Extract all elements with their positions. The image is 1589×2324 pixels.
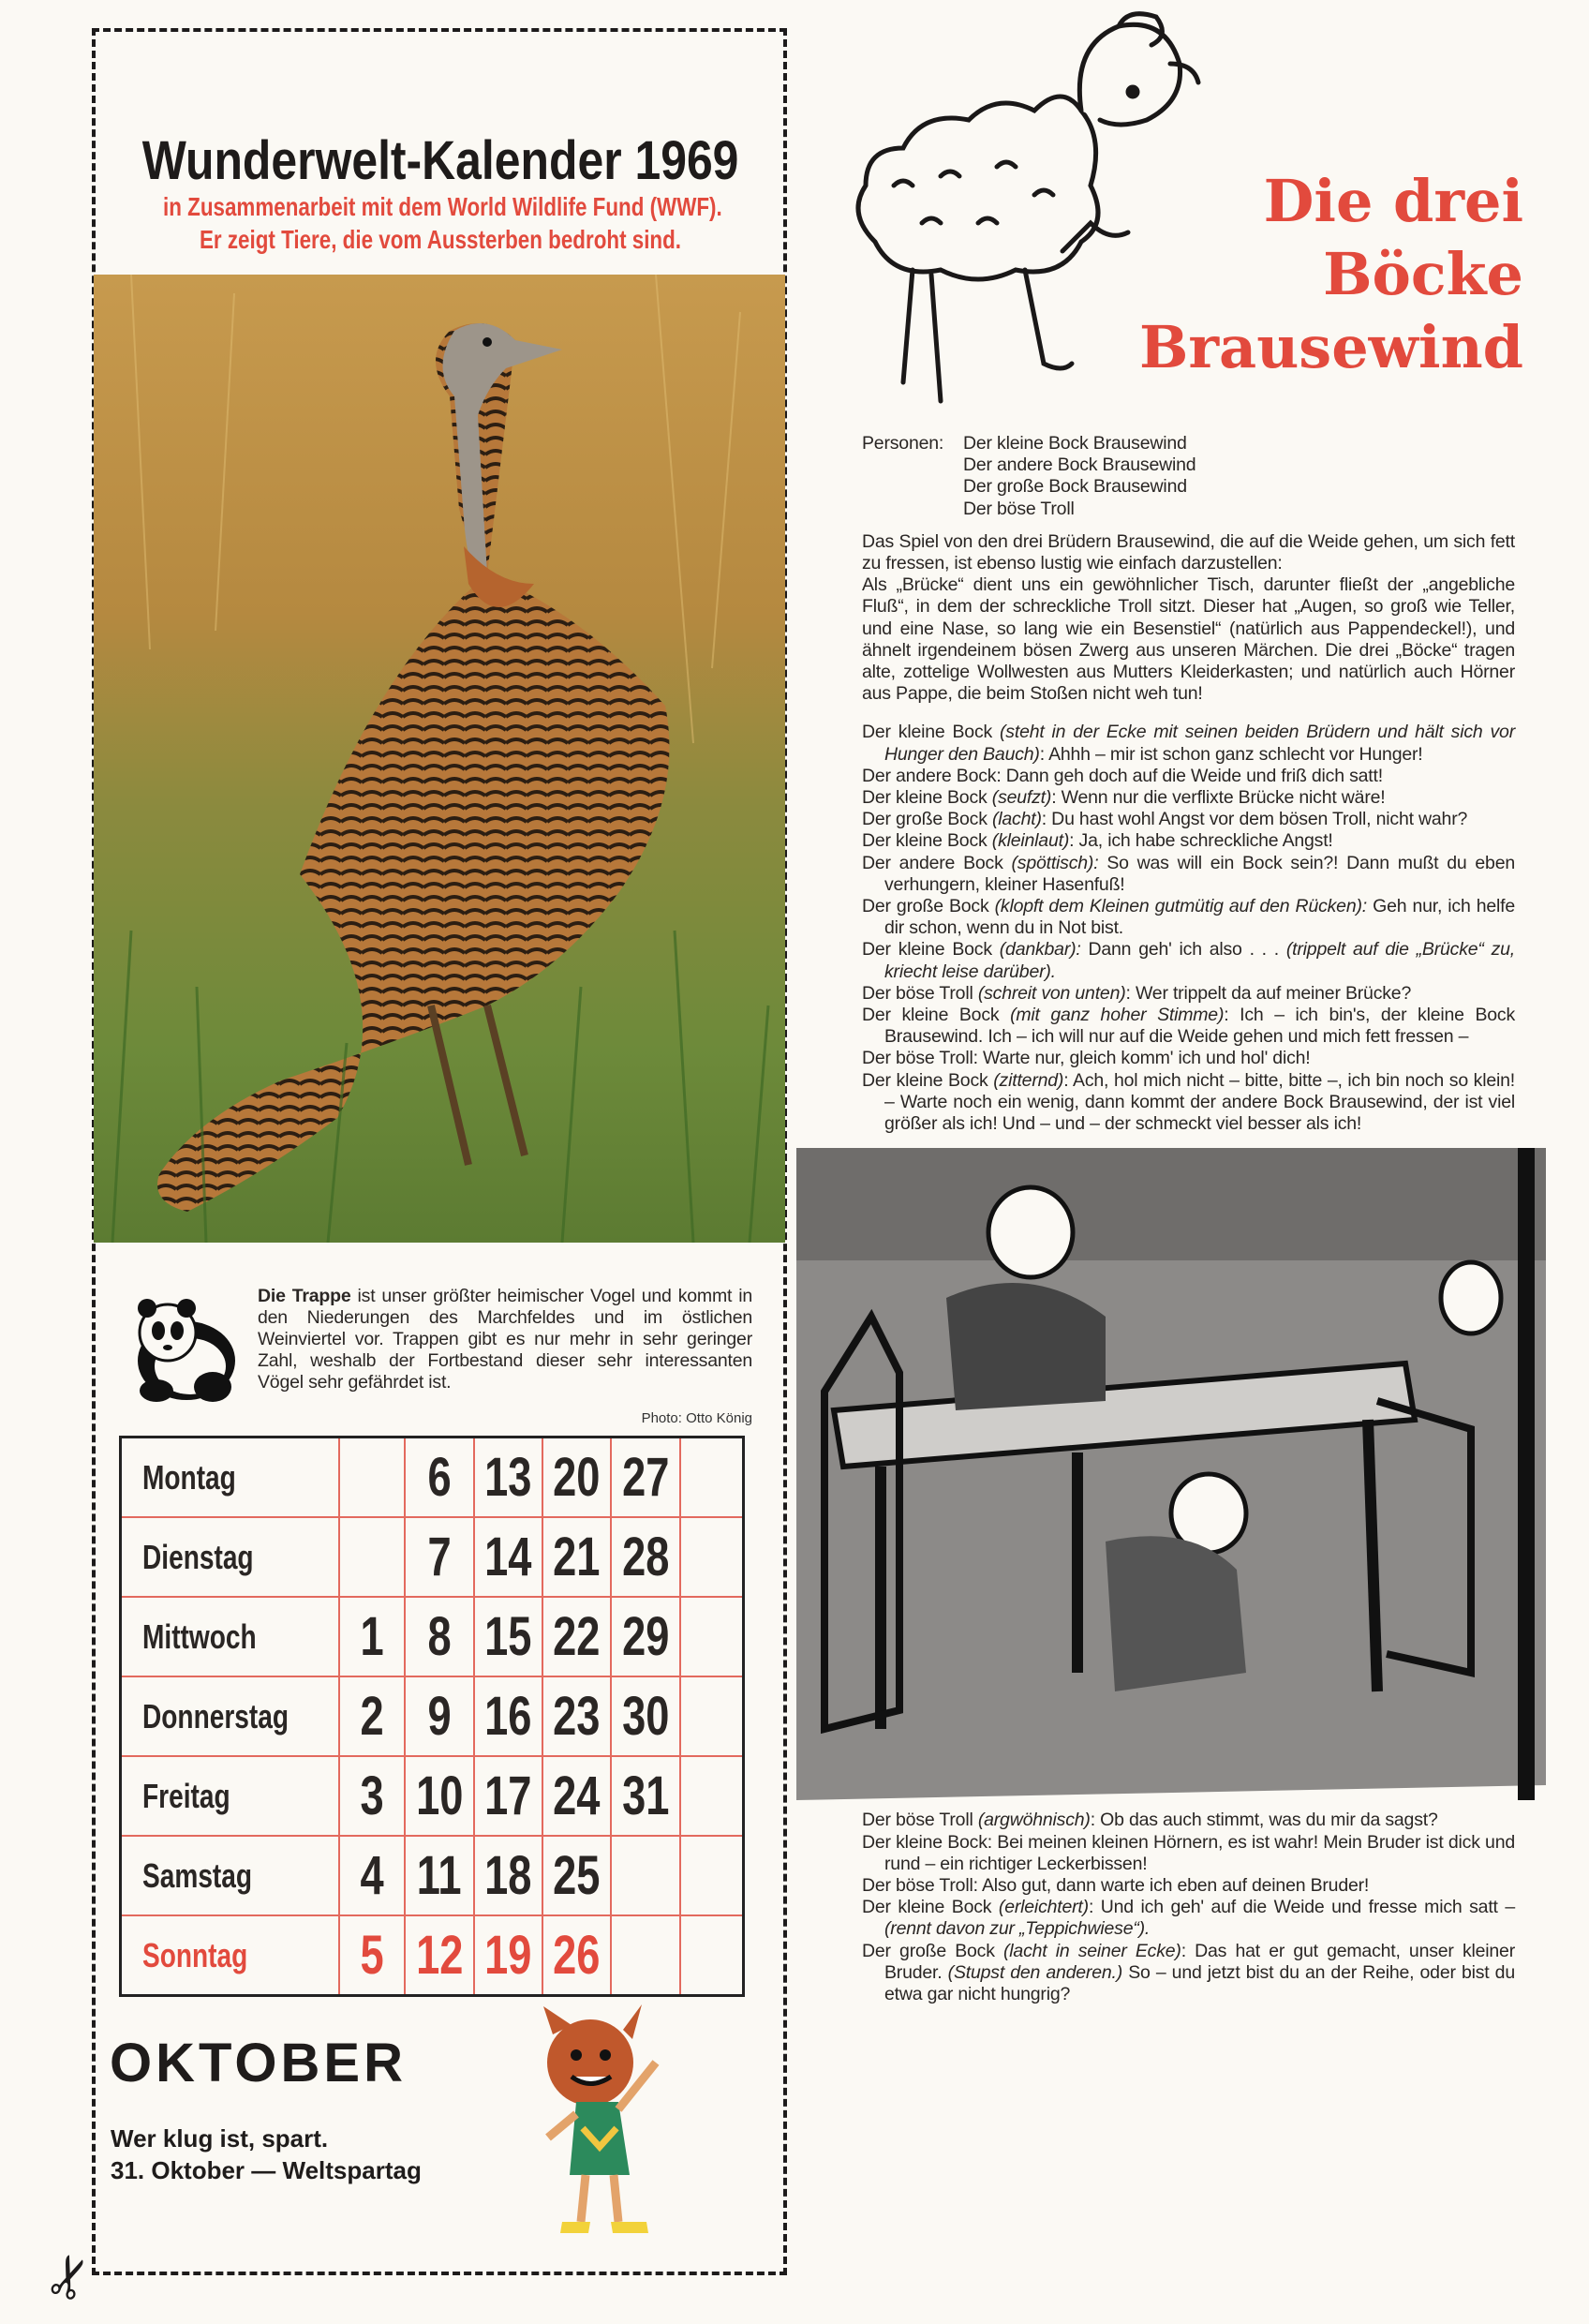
date-cell xyxy=(680,1676,744,1756)
stage-direction: (lacht in seiner Ecke) xyxy=(1003,1940,1181,1961)
stage-direction: (klopft dem Kleinen gutmütig auf den Rücken): xyxy=(994,896,1367,917)
dialogue-line xyxy=(862,1048,1515,1069)
calendar-row xyxy=(121,1836,744,1915)
weekday-label xyxy=(121,1438,340,1518)
species-description xyxy=(258,1286,752,1393)
date-cell xyxy=(474,1915,542,1996)
date-cell xyxy=(339,1915,405,1996)
cast-member: Der kleine Bock Brausewind xyxy=(963,433,1187,454)
dialogue-line xyxy=(862,939,1515,982)
date-number: 7 xyxy=(427,1527,452,1587)
date-number: 19 xyxy=(484,1925,532,1986)
dialogue-text: Der böse Troll xyxy=(862,982,978,1004)
date-number: 31 xyxy=(621,1765,670,1826)
date-number: 3 xyxy=(360,1765,384,1826)
date-cell xyxy=(611,1676,679,1756)
date-cell xyxy=(339,1438,405,1518)
dialogue-text: : Ob das auch stimmt, was du mir da sagst? xyxy=(1090,1810,1438,1831)
date-cell xyxy=(339,1676,405,1756)
stage-direction: (seufzt) xyxy=(991,787,1052,809)
calendar-lower-section xyxy=(110,1286,752,2269)
dialogue-text: : Das hat er gut gemacht, unser kleiner Bruder. xyxy=(884,1940,1515,1983)
date-number: 4 xyxy=(360,1845,384,1906)
photo-credit: Photo: Otto König xyxy=(641,1410,752,1426)
date-number: 21 xyxy=(553,1527,601,1587)
date-cell xyxy=(611,1597,679,1676)
dialogue-line xyxy=(862,787,1515,809)
dialogue-text: : Wer trippelt da auf meiner Brücke? xyxy=(1125,982,1412,1004)
weekday-text: Samstag xyxy=(142,1855,253,1895)
dialogue-line xyxy=(862,722,1515,765)
weekday-text: Freitag xyxy=(142,1776,230,1815)
dialogue-text: : Ach, hol mich nicht – bitte, bitte –, ich bin noch so klein! – Warte noch ein wenig, dann kommt der andere Bock Brausewind, der ist viel größer als ich! Und – und – der schmeckt viel besser als ich! xyxy=(884,1069,1515,1135)
month-name: OKTOBER xyxy=(110,2033,407,2093)
date-number: 9 xyxy=(427,1686,452,1747)
date-cell xyxy=(542,1517,611,1597)
dialogue-text: Der kleine Bock xyxy=(862,722,1001,743)
footer-weltspartag: 31. Oktober — Weltspartag xyxy=(111,2156,422,2184)
date-cell xyxy=(405,1597,473,1676)
date-number: 13 xyxy=(484,1447,532,1508)
date-cell xyxy=(542,1597,611,1676)
date-number: 22 xyxy=(553,1606,601,1667)
story-title-line-2: Böcke xyxy=(1323,240,1523,308)
weekday-label xyxy=(121,1915,340,1996)
dialogue-text: Der große Bock xyxy=(862,1940,1003,1961)
dialogue-text: Der kleine Bock xyxy=(862,939,1000,961)
date-cell xyxy=(339,1756,405,1836)
dialogue-line xyxy=(862,830,1515,852)
great-bustard-photo xyxy=(94,275,785,1243)
dialogue-text: Der kleine Bock xyxy=(862,787,992,809)
weekday-label xyxy=(121,1836,340,1915)
date-number: 1 xyxy=(360,1606,384,1667)
date-number: 29 xyxy=(621,1606,670,1667)
stage-direction: (erleichtert) xyxy=(998,1897,1089,1918)
date-number: 26 xyxy=(553,1925,601,1986)
stage-direction: (lacht) xyxy=(991,809,1042,830)
calendar-row xyxy=(121,1756,744,1836)
date-number: 28 xyxy=(621,1527,670,1587)
calendar-row xyxy=(121,1597,744,1676)
date-number: 18 xyxy=(484,1845,532,1906)
dialogue-line xyxy=(862,766,1515,787)
date-cell xyxy=(680,1597,744,1676)
date-cell xyxy=(542,1676,611,1756)
dialogue-part-1 xyxy=(862,722,1515,1135)
dialogue-line xyxy=(862,1810,1515,1831)
date-number: 24 xyxy=(553,1765,601,1826)
month-footer xyxy=(110,1997,752,2269)
date-cell xyxy=(611,1756,679,1836)
date-cell xyxy=(405,1438,473,1518)
dialogue-text: Der große Bock xyxy=(862,809,992,830)
calendar-row xyxy=(121,1676,744,1756)
story-title-line-3: Brausewind xyxy=(1138,313,1523,381)
weekday-label xyxy=(121,1756,340,1836)
story-title-line-1: Die drei xyxy=(1263,167,1523,235)
dialogue-line xyxy=(862,809,1515,830)
dialogue-text: Der böse Troll: Also gut, dann warte ich eben auf deinen Bruder! xyxy=(862,1874,1370,1896)
play-scene-illustration xyxy=(796,1148,1546,1800)
dialogue-text: Der böse Troll xyxy=(862,1810,978,1831)
date-number: 27 xyxy=(621,1447,670,1508)
dialogue-text: So was will ein Bock sein?! Dann mußt du eben verhungern, kleiner Hasenfuß! xyxy=(884,852,1515,895)
date-number: 8 xyxy=(427,1606,452,1667)
stage-direction: (schreit von unten) xyxy=(977,982,1126,1004)
footer-slogan: Wer klug ist, spart. xyxy=(111,2124,329,2153)
dialogue-text: Der große Bock xyxy=(862,896,995,917)
date-cell xyxy=(474,1756,542,1836)
date-number: 23 xyxy=(553,1686,601,1747)
date-cell xyxy=(339,1597,405,1676)
date-cell xyxy=(680,1517,744,1597)
cast-member: Der andere Bock Brausewind xyxy=(963,454,1196,476)
date-cell xyxy=(405,1517,473,1597)
date-cell xyxy=(680,1438,744,1518)
species-name: Die Trappe xyxy=(258,1286,351,1306)
cast-member: Der böse Troll xyxy=(963,498,1075,519)
date-number: 17 xyxy=(484,1765,532,1826)
weekday-text: Montag xyxy=(142,1457,236,1497)
calendar-subtitle-2: Er zeigt Tiere, die vom Aussterben bedroht sind. xyxy=(199,225,682,254)
stage-direction: (argwöhnisch) xyxy=(977,1810,1091,1831)
calendar-row xyxy=(121,1915,744,1996)
date-cell xyxy=(611,1438,679,1518)
date-cell xyxy=(474,1836,542,1915)
dialogue-text: : Du hast wohl Angst vor dem bösen Troll, nicht wahr? xyxy=(1041,809,1468,830)
stage-direction: (Stupst den anderen.) xyxy=(947,1961,1123,1983)
october-calendar-grid xyxy=(119,1436,745,1997)
story-intro xyxy=(862,531,1515,706)
stage-direction: (steht in der Ecke mit seinen beiden Brüdern und hält sich vor Hunger den Bauch) xyxy=(884,722,1515,765)
wwf-panda-logo xyxy=(128,1293,241,1406)
date-number: 20 xyxy=(553,1447,601,1508)
dialogue-text: : Ich – ich bin's, der kleine Bock Brausewind. Ich – ich will nur auf die Weide gehen und mich fett fressen – xyxy=(884,1005,1516,1048)
date-number: 25 xyxy=(553,1845,601,1906)
dialogue-text: : Ja, ich habe schreckliche Angst! xyxy=(1069,830,1333,852)
date-cell xyxy=(405,1915,473,1996)
stage-direction: (dankbar): xyxy=(999,939,1081,961)
date-cell xyxy=(339,1836,405,1915)
date-number: 6 xyxy=(427,1447,452,1508)
dialogue-text: Geh nur, ich helfe dir schon, wenn du in Not bist. xyxy=(884,896,1516,939)
stage-direction: (spöttisch): xyxy=(1011,852,1099,873)
dialogue-line xyxy=(862,1070,1515,1136)
dialogue-line xyxy=(862,1832,1515,1875)
date-cell xyxy=(474,1517,542,1597)
weekday-text: Donnerstag xyxy=(142,1696,290,1736)
date-cell xyxy=(474,1597,542,1676)
stage-direction: (mit ganz hoher Stimme) xyxy=(1010,1005,1225,1026)
dialogue-line xyxy=(862,1875,1515,1897)
dialogue-text: Der andere Bock: Dann geh doch auf die Weide und friß dich satt! xyxy=(862,765,1383,786)
dialogue-line xyxy=(862,983,1515,1005)
cast-label: Personen: xyxy=(862,433,944,454)
dialogue-line xyxy=(862,853,1515,896)
date-cell xyxy=(680,1756,744,1836)
dialogue-text: Der kleine Bock xyxy=(862,1897,999,1918)
date-cell xyxy=(474,1438,542,1518)
cast-member: Der große Bock Brausewind xyxy=(963,476,1187,498)
date-cell xyxy=(542,1915,611,1996)
date-cell xyxy=(474,1676,542,1756)
dialogue-line xyxy=(862,1897,1515,1940)
weekday-text: Sonntag xyxy=(142,1935,248,1974)
date-cell xyxy=(611,1915,679,1996)
weekday-label xyxy=(121,1517,340,1597)
dialogue-text: : Und ich geh' auf die Weide und fresse mich satt – xyxy=(1088,1897,1516,1918)
dialogue-line xyxy=(862,1005,1515,1048)
calendar-title: Wunderwelt-Kalender 1969 xyxy=(141,130,739,191)
dialogue-text: Der kleine Bock xyxy=(862,1005,1011,1026)
calendar-row xyxy=(121,1438,744,1518)
stage-direction: (trippelt auf die „Brücke“ zu, kriecht leise darüber). xyxy=(884,939,1515,982)
species-info-row xyxy=(119,1286,752,1406)
dialogue-part-2 xyxy=(862,1810,1515,2005)
date-number: 14 xyxy=(484,1527,532,1587)
date-cell xyxy=(611,1517,679,1597)
stage-direction: (kleinlaut) xyxy=(991,830,1070,852)
species-text: ist unser größter heimischer Vogel und kommt in den Niederungen des Marchfeldes und im östlichen Weinviertel vor. Trappen gibt es nur mehr in sehr geringer Zahl, weshalb der Fortbestand dieser sehr interessanten Vögel sehr gefährdet ist. xyxy=(258,1286,752,1393)
date-number: 15 xyxy=(484,1606,532,1667)
date-cell xyxy=(680,1836,744,1915)
weekday-label xyxy=(121,1597,340,1676)
dialogue-text: : Wenn nur die verflixte Brücke nicht wäre! xyxy=(1051,787,1386,809)
date-number: 5 xyxy=(360,1925,384,1986)
date-cell xyxy=(680,1915,744,1996)
date-number: 30 xyxy=(621,1686,670,1747)
weekday-label xyxy=(121,1676,340,1756)
scissors-icon: ✂ xyxy=(32,2243,108,2310)
date-number: 11 xyxy=(417,1845,462,1906)
weekday-text: Mittwoch xyxy=(142,1616,257,1656)
calendar-row xyxy=(121,1517,744,1597)
calendar-subtitle-1: in Zusammenarbeit mit dem World Wildlife Fund (WWF). xyxy=(163,192,722,221)
dialogue-text: Der kleine Bock: Bei meinen kleinen Hörnern, es ist wahr! Mein Bruder ist dick und rund – ein richtiger Leckerbissen! xyxy=(862,1831,1515,1874)
date-cell xyxy=(542,1438,611,1518)
dialogue-text: Der andere Bock xyxy=(862,852,1012,873)
story-body xyxy=(862,433,1515,2005)
dialogue-text: Dann geh' ich also . . . xyxy=(1080,939,1286,961)
date-number: 16 xyxy=(484,1686,532,1747)
date-cell xyxy=(542,1836,611,1915)
cast-list xyxy=(862,433,1515,520)
intro-paragraph-2: Als „Brücke“ dient uns ein gewöhnlicher Tisch, darunter fließt der „angebliche Fluß“, in dem der schreckliche Troll sitzt. Dieser hat „Augen, so groß wie Teller, und eine Nase, so lang wie ein Besenstiel“ (natürlich aus Pappendeckel!), und ähnelt irgendeinem bösen Zwerg aus unseren Märchen. Die drei „Böcke“ tragen alte, zottelige Wollwesten aus Mutters Kleiderkasten; und natürlich auch Hörner aus Pappe, die beim Stoßen nicht weh tun! xyxy=(862,574,1515,705)
dialogue-text: Der kleine Bock xyxy=(862,1069,994,1091)
date-cell xyxy=(405,1756,473,1836)
dialogue-text: : Ahhh – mir ist schon ganz schlecht vor Hunger! xyxy=(1039,743,1423,765)
dialogue-text: Der böse Troll: Warte nur, gleich komm' ich und hol' dich! xyxy=(862,1048,1311,1069)
intro-paragraph-1: Das Spiel von den drei Brüdern Brausewind, die auf die Weide gehen, um sich fett zu fressen, ist ebenso lustig wie einfach darzustellen: xyxy=(862,530,1515,574)
date-number: 2 xyxy=(360,1686,384,1747)
weekday-text: Dienstag xyxy=(142,1537,254,1576)
date-cell xyxy=(405,1676,473,1756)
date-cell xyxy=(405,1836,473,1915)
dialogue-line xyxy=(862,1941,1515,2006)
date-cell xyxy=(542,1756,611,1836)
stage-direction: (zitternd) xyxy=(993,1069,1064,1091)
date-cell xyxy=(339,1517,405,1597)
date-cell xyxy=(611,1836,679,1915)
date-number: 10 xyxy=(415,1765,464,1826)
stage-direction: (rennt davon zur „Teppichwiese“). xyxy=(884,1918,1151,1940)
dialogue-text: Der kleine Bock xyxy=(862,830,992,852)
dialogue-line xyxy=(862,896,1515,939)
date-number: 12 xyxy=(415,1925,464,1986)
dialogue-text: So – und jetzt bist du an der Reihe, oder bist du etwa gar nicht hungrig? xyxy=(884,1961,1515,2004)
savings-mascot-illustration xyxy=(525,1997,684,2241)
